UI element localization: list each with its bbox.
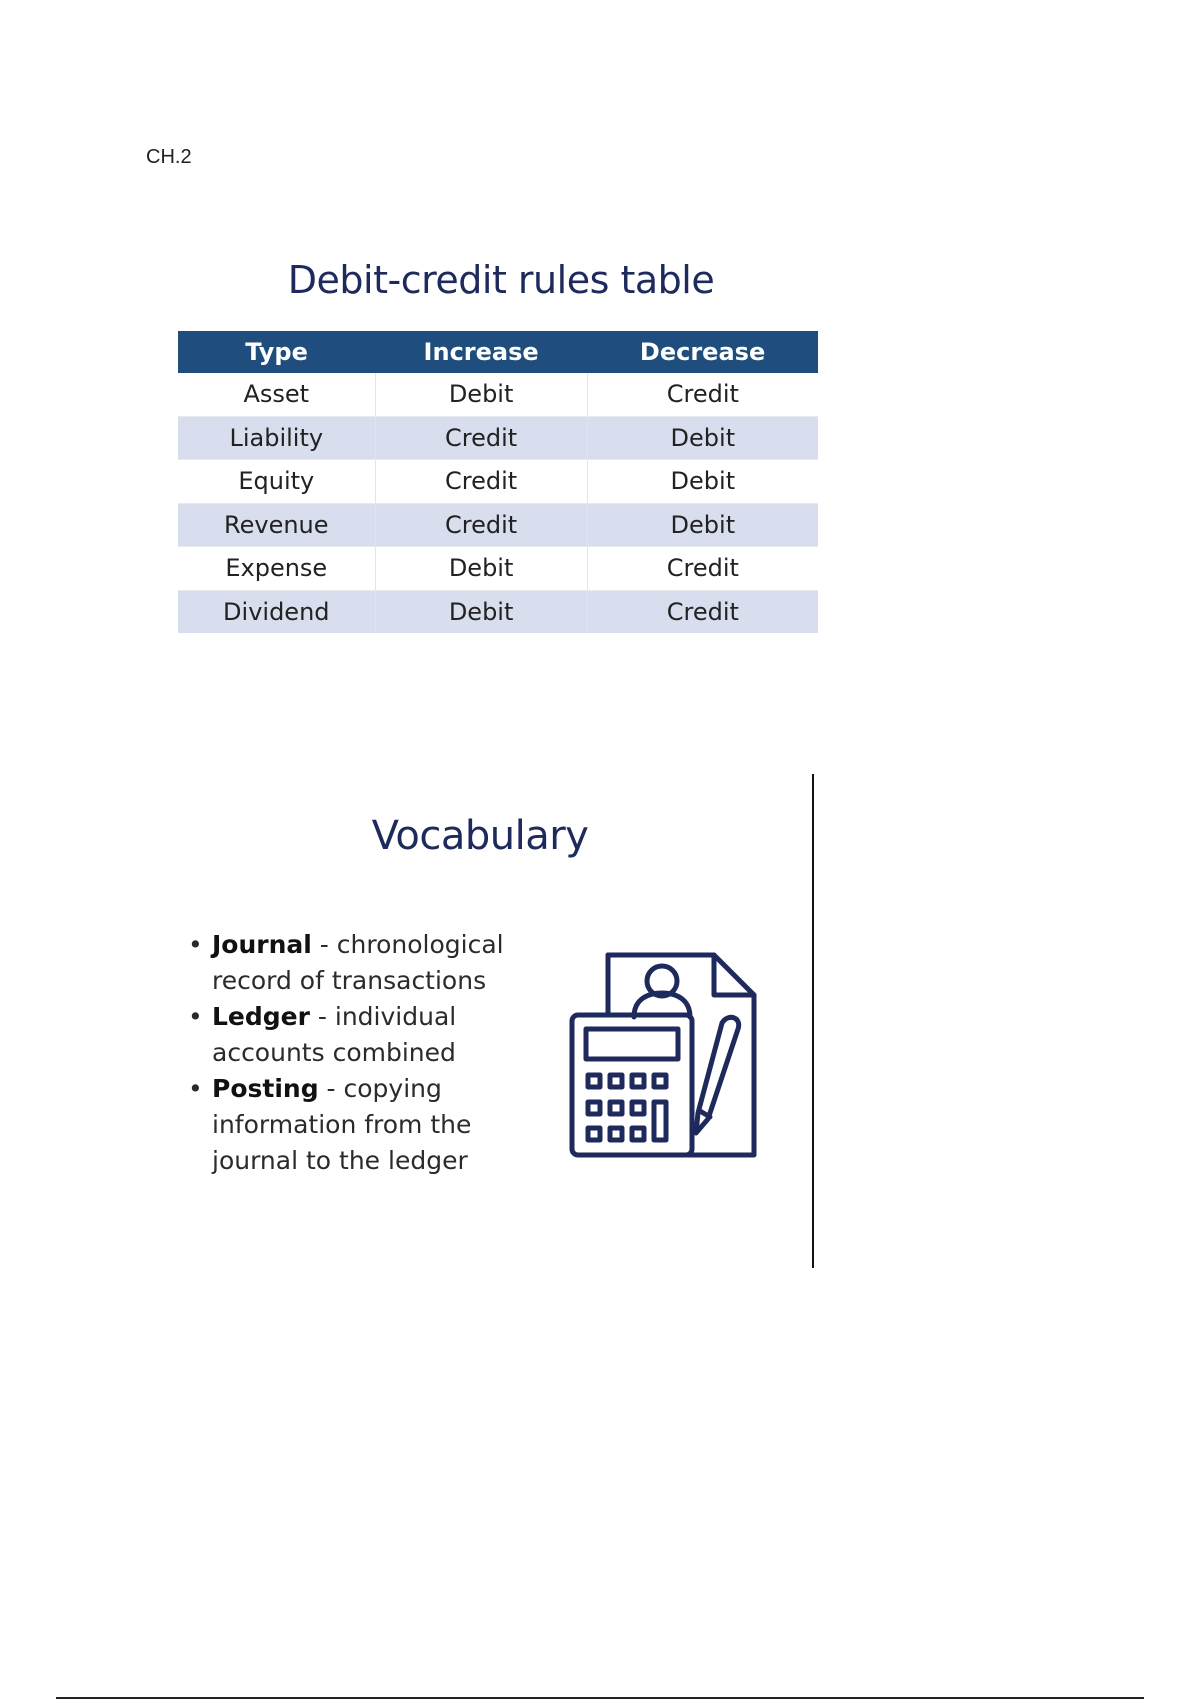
cell-decrease: Credit [587, 590, 818, 633]
cell-decrease: Credit [587, 547, 818, 591]
list-item [188, 999, 518, 1071]
table-row [178, 590, 818, 633]
cell-type: Liability [178, 416, 375, 460]
column-header-type: Type [178, 331, 375, 373]
vocab-term: Ledger [212, 1002, 310, 1031]
table-row [178, 503, 818, 547]
column-header-increase: Increase [375, 331, 587, 373]
table-header-row [178, 331, 818, 373]
calculator-document-pencil-icon [568, 947, 788, 1163]
vocab-term: Posting [212, 1074, 319, 1103]
debit-credit-rules-table [178, 331, 818, 633]
cell-increase: Credit [375, 503, 587, 547]
vocabulary-slide [160, 775, 810, 1267]
rules-table-title: Debit-credit rules table [287, 258, 715, 302]
cell-increase: Debit [375, 590, 587, 633]
chapter-label: CH.2 [146, 146, 192, 168]
cell-increase: Credit [375, 416, 587, 460]
bullet-icon: • [188, 1074, 203, 1103]
cell-type: Asset [178, 373, 375, 416]
cell-decrease: Debit [587, 416, 818, 460]
table-row [178, 373, 818, 416]
table-row [178, 416, 818, 460]
column-header-decrease: Decrease [587, 331, 818, 373]
vocab-definition: - individual accounts combined [212, 1002, 457, 1067]
cell-type: Expense [178, 547, 375, 591]
vocabulary-list [188, 927, 518, 1179]
cell-decrease: Debit [587, 503, 818, 547]
vocabulary-title: Vocabulary [371, 813, 589, 859]
cell-increase: Debit [375, 547, 587, 591]
cell-decrease: Credit [587, 373, 818, 416]
bullet-icon: • [188, 1002, 203, 1031]
footer-divider [56, 1697, 1144, 1699]
cell-decrease: Debit [587, 460, 818, 504]
debit-credit-slide [140, 228, 846, 698]
list-item [188, 927, 518, 999]
list-item [188, 1071, 518, 1179]
cell-type: Dividend [178, 590, 375, 633]
bullet-icon: • [188, 930, 203, 959]
cell-type: Revenue [178, 503, 375, 547]
cell-increase: Debit [375, 373, 587, 416]
table-row [178, 547, 818, 591]
table-row [178, 460, 818, 504]
vocab-definition: - copying information from the journal to the ledger [212, 1074, 472, 1175]
slide-border-line [812, 774, 814, 1268]
cell-type: Equity [178, 460, 375, 504]
cell-increase: Credit [375, 460, 587, 504]
vocab-definition: - chronological record of transactions [212, 930, 504, 995]
vocab-term: Journal [212, 930, 312, 959]
